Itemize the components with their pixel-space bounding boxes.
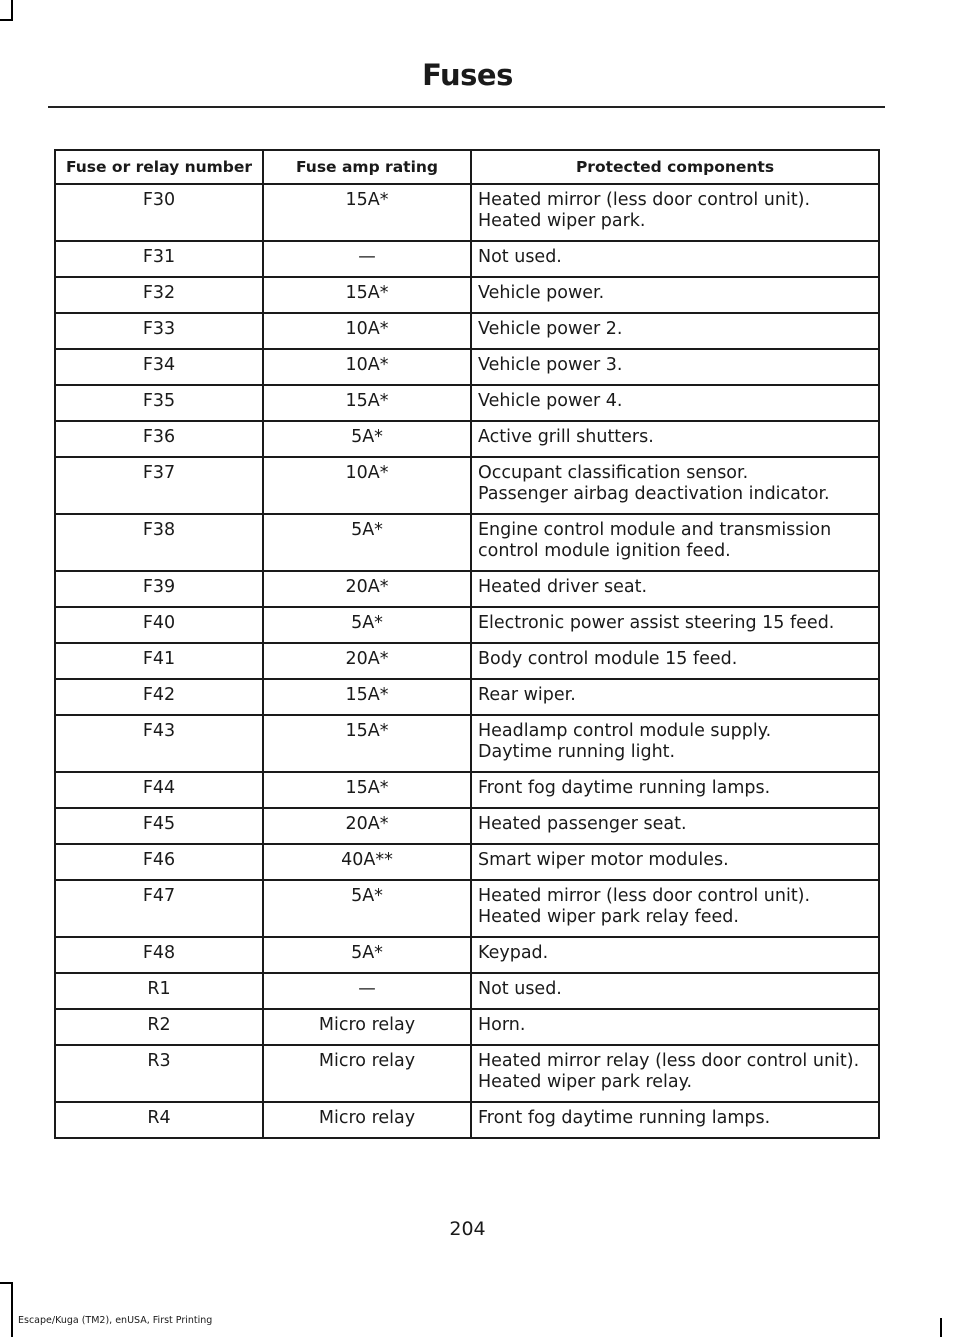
fuse-number-cell: F35 xyxy=(55,385,263,421)
protected-components-cell xyxy=(471,643,879,679)
fuse-number-cell: F47 xyxy=(55,880,263,937)
component-line: Heated wiper park. xyxy=(478,211,646,231)
crop-mark xyxy=(11,1282,13,1337)
fuse-table xyxy=(54,149,880,1139)
protected-components-cell xyxy=(471,715,879,772)
amp-rating-cell: 10A* xyxy=(263,313,471,349)
amp-rating-cell: 15A* xyxy=(263,715,471,772)
fuse-number-cell: F38 xyxy=(55,514,263,571)
table-row xyxy=(55,772,879,808)
protected-components-cell xyxy=(471,457,879,514)
amp-rating-cell: 5A* xyxy=(263,607,471,643)
fuse-number-cell: R3 xyxy=(55,1045,263,1102)
page-title: Fuses xyxy=(422,58,513,92)
amp-rating-cell: 15A* xyxy=(263,772,471,808)
fuse-number-cell: F37 xyxy=(55,457,263,514)
table-row xyxy=(55,421,879,457)
protected-components-cell xyxy=(471,607,879,643)
component-line: Headlamp control module supply. xyxy=(478,721,772,741)
component-line: Occupant classification sensor. xyxy=(478,463,749,483)
amp-rating-cell: 5A* xyxy=(263,880,471,937)
fuse-number-cell: F31 xyxy=(55,241,263,277)
protected-components-cell xyxy=(471,679,879,715)
protected-components-cell xyxy=(471,184,879,241)
amp-rating-cell: 15A* xyxy=(263,679,471,715)
fuse-number-cell: R1 xyxy=(55,973,263,1009)
fuse-number-cell: R2 xyxy=(55,1009,263,1045)
header-fuse-number: Fuse or relay number xyxy=(55,150,263,184)
amp-rating-cell: Micro relay xyxy=(263,1009,471,1045)
amp-rating-cell: — xyxy=(263,241,471,277)
component-line: Body control module 15 feed. xyxy=(478,649,738,669)
table-row xyxy=(55,277,879,313)
table-row xyxy=(55,184,879,241)
amp-rating-cell: 15A* xyxy=(263,184,471,241)
fuse-number-cell: F36 xyxy=(55,421,263,457)
fuse-number-cell: F30 xyxy=(55,184,263,241)
amp-rating-cell: 10A* xyxy=(263,457,471,514)
component-line: Heated passenger seat. xyxy=(478,814,687,834)
component-line: Heated mirror (less door control unit). xyxy=(478,190,811,210)
table-row xyxy=(55,349,879,385)
protected-components-cell xyxy=(471,973,879,1009)
amp-rating-cell: 10A* xyxy=(263,349,471,385)
protected-components-cell xyxy=(471,844,879,880)
component-line: Smart wiper motor modules. xyxy=(478,850,729,870)
component-line: Vehicle power 3. xyxy=(478,355,623,375)
table-row xyxy=(55,973,879,1009)
fuse-number-cell: F41 xyxy=(55,643,263,679)
table-row xyxy=(55,571,879,607)
protected-components-cell xyxy=(471,571,879,607)
component-line: Passenger airbag deactivation indicator. xyxy=(478,484,830,504)
table-row xyxy=(55,643,879,679)
table-row xyxy=(55,880,879,937)
component-line: Vehicle power. xyxy=(478,283,605,303)
fuse-number-cell: F32 xyxy=(55,277,263,313)
component-line: Keypad. xyxy=(478,943,549,963)
crop-mark xyxy=(940,1318,942,1337)
table-row xyxy=(55,313,879,349)
fuse-number-cell: F46 xyxy=(55,844,263,880)
table-row xyxy=(55,937,879,973)
component-line: Heated wiper park relay. xyxy=(478,1072,693,1092)
amp-rating-cell: 5A* xyxy=(263,937,471,973)
fuse-number-cell: R4 xyxy=(55,1102,263,1138)
fuse-number-cell: F40 xyxy=(55,607,263,643)
amp-rating-cell: 40A** xyxy=(263,844,471,880)
table-row xyxy=(55,808,879,844)
component-line: Heated driver seat. xyxy=(478,577,648,597)
header-amp-rating: Fuse amp rating xyxy=(263,150,471,184)
amp-rating-cell: Micro relay xyxy=(263,1102,471,1138)
component-line: Heated wiper park relay feed. xyxy=(478,907,739,927)
component-line: Active grill shutters. xyxy=(478,427,654,447)
amp-rating-cell: 15A* xyxy=(263,385,471,421)
amp-rating-cell: 5A* xyxy=(263,421,471,457)
crop-mark xyxy=(11,0,13,20)
component-line: Vehicle power 2. xyxy=(478,319,623,339)
table-header-row xyxy=(55,150,879,184)
component-line: control module ignition feed. xyxy=(478,541,731,561)
table-row xyxy=(55,1045,879,1102)
fuse-number-cell: F43 xyxy=(55,715,263,772)
component-line: Engine control module and transmission xyxy=(478,520,832,540)
title-divider xyxy=(48,106,885,108)
header-protected-components: Protected components xyxy=(471,150,879,184)
fuse-number-cell: F48 xyxy=(55,937,263,973)
protected-components-cell xyxy=(471,937,879,973)
component-line: Front fog daytime running lamps. xyxy=(478,1108,771,1128)
component-line: Not used. xyxy=(478,979,562,999)
protected-components-cell xyxy=(471,808,879,844)
component-line: Vehicle power 4. xyxy=(478,391,623,411)
fuse-number-cell: F39 xyxy=(55,571,263,607)
component-line: Not used. xyxy=(478,247,562,267)
protected-components-cell xyxy=(471,421,879,457)
amp-rating-cell: 15A* xyxy=(263,277,471,313)
amp-rating-cell: 5A* xyxy=(263,514,471,571)
protected-components-cell xyxy=(471,772,879,808)
table-body xyxy=(55,184,879,1138)
fuse-number-cell: F45 xyxy=(55,808,263,844)
table-row xyxy=(55,607,879,643)
table-row xyxy=(55,457,879,514)
table-row xyxy=(55,241,879,277)
table-row xyxy=(55,844,879,880)
component-line: Heated mirror (less door control unit). xyxy=(478,886,811,906)
fuse-number-cell: F34 xyxy=(55,349,263,385)
component-line: Front fog daytime running lamps. xyxy=(478,778,771,798)
table-row xyxy=(55,1009,879,1045)
protected-components-cell xyxy=(471,349,879,385)
protected-components-cell xyxy=(471,277,879,313)
fuse-number-cell: F33 xyxy=(55,313,263,349)
footer-edition: Escape/Kuga (TM2), enUSA, First Printing xyxy=(18,1315,213,1326)
protected-components-cell xyxy=(471,385,879,421)
protected-components-cell xyxy=(471,1045,879,1102)
crop-mark xyxy=(0,1282,13,1284)
amp-rating-cell: — xyxy=(263,973,471,1009)
table-row xyxy=(55,715,879,772)
fuse-number-cell: F42 xyxy=(55,679,263,715)
amp-rating-cell: 20A* xyxy=(263,571,471,607)
table-row xyxy=(55,514,879,571)
table-row xyxy=(55,1102,879,1138)
protected-components-cell xyxy=(471,880,879,937)
protected-components-cell xyxy=(471,1009,879,1045)
amp-rating-cell: Micro relay xyxy=(263,1045,471,1102)
protected-components-cell xyxy=(471,514,879,571)
table-row xyxy=(55,679,879,715)
fuse-number-cell: F44 xyxy=(55,772,263,808)
protected-components-cell xyxy=(471,241,879,277)
protected-components-cell xyxy=(471,1102,879,1138)
component-line: Electronic power assist steering 15 feed. xyxy=(478,613,835,633)
component-line: Daytime running light. xyxy=(478,742,676,762)
component-line: Heated mirror relay (less door control unit). xyxy=(478,1051,860,1071)
amp-rating-cell: 20A* xyxy=(263,808,471,844)
amp-rating-cell: 20A* xyxy=(263,643,471,679)
table-row xyxy=(55,385,879,421)
crop-mark xyxy=(0,19,13,21)
component-line: Horn. xyxy=(478,1015,526,1035)
component-line: Rear wiper. xyxy=(478,685,576,705)
page-number: 204 xyxy=(449,1218,486,1240)
protected-components-cell xyxy=(471,313,879,349)
